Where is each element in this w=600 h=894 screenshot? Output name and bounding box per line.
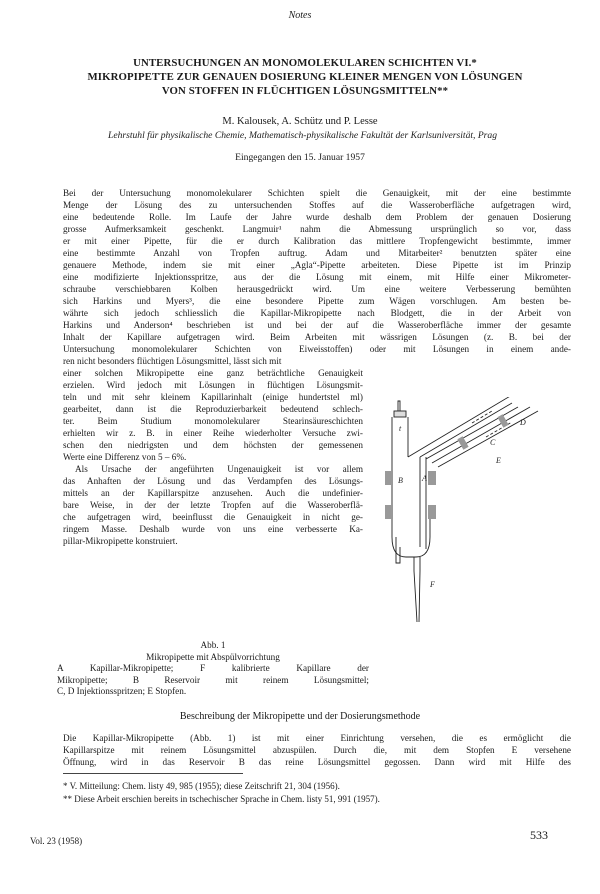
authors: M. Kalousek, A. Schütz und P. Lesse — [222, 116, 378, 127]
body-line: eine bestimmte Anzahl von Tropfen auftrug. Adam und Mitarbeiter² benutzten später eine — [63, 248, 571, 258]
section-line: Kapillarspitze mit reinem Lösungsmittel abzuspülen. Durch die, mit dem Stopfen E versehene — [63, 745, 571, 755]
body-line: che aufgetragen wird, beeinflusst die Genauigkeit in nicht ge- — [63, 512, 363, 522]
body-line: mittels an der Kapillarspitze anzusehen. Auch die undefinier- — [63, 488, 363, 498]
body-line: eine bedeutende Rolle. Im Laufe der Jahre wurde deshalb dem Problem der genauen Dosierung — [63, 212, 571, 222]
body-line: erhielten wir z. B. in einer Reihe wiederholter Versuche zwi- — [63, 428, 363, 438]
body-line: bare Weise, in der der letzte Tropfen auf die Wasseroberflä- — [63, 500, 363, 510]
title-line-3: VON STOFFEN IN FLÜCHTIGEN LÖSUNGSMITTELN** — [161, 85, 449, 97]
body-line: eine modifizierte Injektionsspritze, aus der die Lösung mit einem, mit Hilfe einer Mikrometer- — [63, 272, 571, 282]
section-line: Die Kapillar-Mikropipette (Abb. 1) ist mit einer Einrichtung versehen, die es ermöglicht die — [63, 733, 571, 743]
label-e: E — [496, 456, 501, 465]
body-line: schraube verschiebbaren Kolben herausgedrückt wird. Um eine weitere Verbesserung bemühten — [63, 284, 571, 294]
clamp-block — [428, 505, 436, 519]
body-line: Harkins und Anderson⁴ beschrieben ist und bei der auf die Wasseroberfläche immer der gesamte — [63, 320, 571, 330]
body-line: währte sich jedoch schliesslich die Kapillar-Mikropipette nach Blodgett, die in der Arbeit von — [63, 308, 571, 318]
body-line: Inhalt der Kapillare aufgetragen wird. Beim Arbeiten mit wässrigen Lösungen (z. B. bei der — [63, 332, 571, 342]
clamp-block — [385, 471, 393, 485]
label-c: C — [490, 438, 496, 447]
body-line: ringem Masse. Deshalb wurde von uns eine verbesserte Ka- — [63, 524, 363, 534]
section-title: Beschreibung der Mikropipette und der Dosierungsmethode — [179, 711, 421, 722]
label-d: D — [520, 418, 526, 427]
label-b: B — [398, 476, 403, 485]
running-head: Notes — [288, 10, 312, 21]
title-line-1: UNTERSUCHUNGEN AN MONOMOLEKULAREN SCHICHTEN VI.* — [133, 57, 477, 69]
clamp-block — [428, 471, 436, 485]
body-line: er mit einer Pipette, für die er durch Kalibration das mittlere Tropfengewicht bestimmte, immer — [63, 236, 571, 246]
clamp-block — [385, 505, 393, 519]
body-line: Menge der Lösung des zu untersuchenden Stoffes auf die Wasseroberfläche aufgetragen wird, — [63, 200, 571, 210]
label-t: t — [399, 424, 402, 433]
title-line-2: MIKROPIPETTE ZUR GENAUEN DOSIERUNG KLEINER MENGEN VON LÖSUNGEN — [87, 71, 523, 83]
body-line: schen den niedrigsten und dem höchsten der gemessenen — [63, 440, 363, 450]
section-line: Öffnung, wird in das Reservoir B das reine Lösungsmittel gegossen. Dann wird mit Hilfe des — [63, 757, 571, 767]
body-line: Bei der Untersuchung monomolekularer Schichten spielt die Genauigkeit, mit der eine bestimmte — [63, 188, 571, 198]
body-line: genauere Methode, indem sie mit einer „Agla“-Pipette arbeiteten. Diese Pipette ist im Prinzip — [63, 260, 571, 270]
footnote-1: * V. Mitteilung: Chem. listy 49, 985 (1955); diese Zeitschrift 21, 304 (1956). — [63, 781, 340, 791]
body-line: erzielen. Wird jedoch mit Lösungen in flüchtigen Lösungsmit- — [63, 380, 363, 390]
caption-title: Mikropipette mit Abspülvorrichtung — [146, 651, 280, 662]
body-line: das Anhaften der Lösung und das Verdampfen des Lösungs- — [63, 476, 363, 486]
received-date: Eingegangen den 15. Januar 1957 — [235, 152, 365, 163]
body-line: gearbeitet, dann ist die Reproduzierbarkeit bedeutend schlech- — [63, 404, 363, 414]
body-line: sich Harkins und Myers³, die eine besondere Pipette zum Wägen vorschlugen. Am besten be- — [63, 296, 571, 306]
footnote-2: ** Diese Arbeit erschien bereits in tschechischer Sprache in Chem. listy 51, 991 (1957). — [63, 794, 380, 804]
caption-line: C, D Injektionsspritzen; E Stopfen. — [57, 686, 187, 697]
volume-info: Vol. 23 (1958) — [30, 836, 83, 846]
body-line: teln und mit sehr kleinem Kapillarinhalt (einige hundertstel ml) — [63, 392, 363, 402]
body-line: ren nicht besonders flüchtigen Lösungsmittel, lässt sich mit — [63, 356, 282, 366]
body-line: Werte eine Differenz von 5 – 6%. — [63, 452, 187, 462]
label-f: F — [430, 580, 435, 589]
figure-caption — [57, 640, 369, 698]
micropipette-figure — [362, 397, 548, 622]
clamp-block — [497, 414, 508, 427]
body-line: ter. Beim Studium monomolekularer Stearinsäureschichten — [63, 416, 363, 426]
body-line: Untersuchung monomolekularer Schichten von Eiweisstoffen) oder mit Lösungen in einem ande- — [63, 344, 571, 354]
page-number: 533 — [530, 828, 548, 842]
caption-line: A Kapillar-Mikropipette; F kalibrierte Kapillare der — [57, 663, 369, 674]
body-line: grosse Aufmerksamkeit geschenkt. Langmuir¹ nahm die Abmessung ursprünglich so vor, dass — [63, 224, 571, 234]
body-line: Als Ursache der angeführten Ungenauigkeit ist vor allem — [75, 464, 363, 474]
affiliation: Lehrstuhl für physikalische Chemie, Mathematisch-physikalische Fakultät der Karlsuniversität, Prag — [107, 130, 498, 141]
body-line: einer solchen Mikropipette eine ganz beträchtliche Genauigkeit — [63, 368, 363, 378]
caption-line: Mikropipette; B Reservoir mit reinem Lösungsmittel; — [57, 674, 369, 685]
caption-label: Abb. 1 — [200, 640, 226, 650]
label-a: A — [422, 474, 427, 483]
footnote-rule — [63, 773, 243, 774]
body-line: pillar-Mikropipette konstruiert. — [63, 536, 178, 546]
